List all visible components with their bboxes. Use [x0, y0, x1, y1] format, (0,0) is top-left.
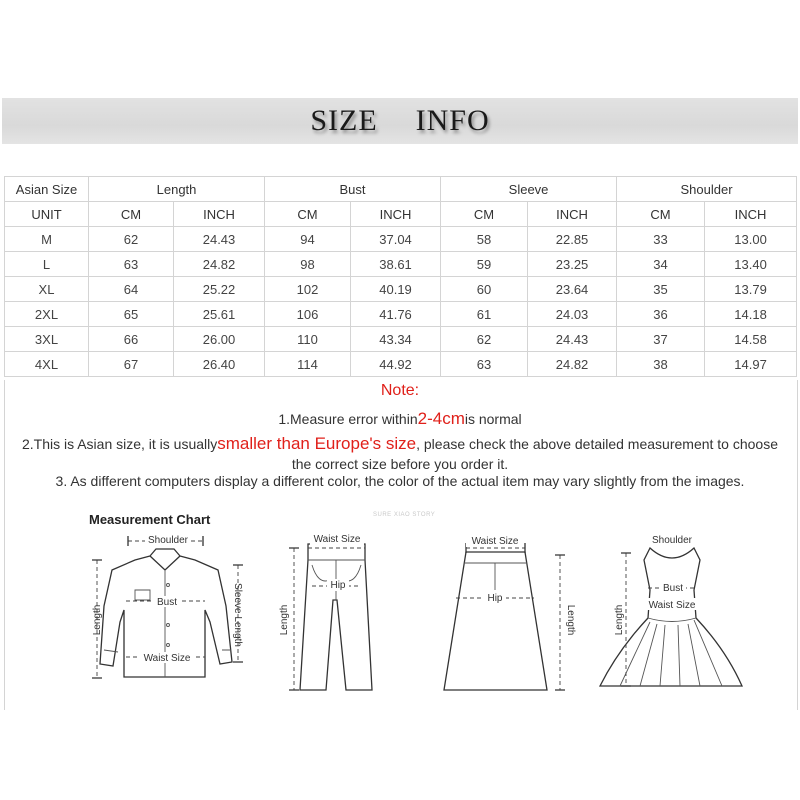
table-row: [5, 227, 797, 252]
dress-waist-label: Waist Size: [648, 600, 696, 611]
header-bust: Bust: [265, 177, 441, 202]
table-cell: 36: [617, 302, 705, 327]
table-row: [5, 327, 797, 352]
size-label-cell: 2XL: [5, 302, 89, 327]
size-label-cell: 3XL: [5, 327, 89, 352]
unit-header-cell: INCH: [528, 202, 617, 227]
unit-header-cell: CM: [617, 202, 705, 227]
measurement-chart-title: Measurement Chart: [89, 512, 211, 527]
table-cell: 38: [617, 352, 705, 377]
unit-header-cell: CM: [265, 202, 351, 227]
shirt-waist-label: Waist Size: [143, 653, 191, 664]
table-cell: 102: [265, 277, 351, 302]
table-cell: 24.82: [174, 252, 265, 277]
table-cell: 37.04: [351, 227, 441, 252]
note-line-1-text: 1.Measure error within: [278, 411, 418, 427]
pants-hip-label: Hip: [330, 580, 346, 591]
note-line-1-highlight: 2-4cm: [417, 409, 465, 428]
table-cell: 25.61: [174, 302, 265, 327]
note-line-2-highlight: smaller than Europe's size: [217, 434, 417, 453]
table-cell: 24.43: [528, 327, 617, 352]
unit-header-cell: CM: [89, 202, 174, 227]
table-cell: 60: [441, 277, 528, 302]
table-row: [5, 277, 797, 302]
title-word-info: INFO: [415, 104, 490, 137]
unit-header-cell: INCH: [351, 202, 441, 227]
table-row: [5, 252, 797, 277]
table-cell: 43.34: [351, 327, 441, 352]
unit-header-cell: CM: [441, 202, 528, 227]
table-cell: 24.43: [174, 227, 265, 252]
table-cell: 35: [617, 277, 705, 302]
table-cell: 66: [89, 327, 174, 352]
shirt-figure: [92, 533, 243, 678]
table-cell: 37: [617, 327, 705, 352]
table-cell: 41.76: [351, 302, 441, 327]
table-cell: 58: [441, 227, 528, 252]
note-line-2-text: 2.This is Asian size, it is usually: [21, 436, 218, 452]
unit-header-cell: INCH: [174, 202, 265, 227]
table-cell: 23.64: [528, 277, 617, 302]
pants-figure: [279, 533, 372, 690]
table-cell: 26.40: [174, 352, 265, 377]
table-cell: 98: [265, 252, 351, 277]
header-asian-size: Asian Size: [5, 177, 89, 202]
unit-header-cell: INCH: [705, 202, 797, 227]
dress-figure: [600, 533, 742, 686]
note-line-3: 3. As different computers display a different color, the color of the actual item may vary slightly from the images.: [55, 473, 745, 489]
table-cell: 94: [265, 227, 351, 252]
table-cell: 62: [89, 227, 174, 252]
table-cell: 65: [89, 302, 174, 327]
table-cell: 59: [441, 252, 528, 277]
note-line-2: [14, 434, 786, 474]
size-label-cell: XL: [5, 277, 89, 302]
table-cell: 24.82: [528, 352, 617, 377]
header-length: Length: [89, 177, 265, 202]
table-unit-row: [5, 202, 797, 227]
table-cell: 22.85: [528, 227, 617, 252]
table-cell: 63: [441, 352, 528, 377]
table-cell: 13.40: [705, 252, 797, 277]
table-cell: 34: [617, 252, 705, 277]
table-cell: 14.58: [705, 327, 797, 352]
size-table: [4, 176, 797, 377]
size-label-cell: 4XL: [5, 352, 89, 377]
dress-length-label: Length: [614, 604, 625, 636]
page-title: [0, 104, 800, 138]
table-row: [5, 352, 797, 377]
header-shoulder: Shoulder: [617, 177, 797, 202]
table-cell: 24.03: [528, 302, 617, 327]
table-cell: 44.92: [351, 352, 441, 377]
table-cell: 114: [265, 352, 351, 377]
table-cell: 14.97: [705, 352, 797, 377]
shirt-shoulder-label: Shoulder: [147, 535, 189, 546]
table-row: [5, 302, 797, 327]
size-label-cell: M: [5, 227, 89, 252]
table-cell: 13.79: [705, 277, 797, 302]
note-line-1-end: is normal: [464, 411, 522, 427]
skirt-length-label: Length: [565, 604, 576, 636]
pants-waist-label: Waist Size: [313, 534, 361, 545]
size-label-cell: L: [5, 252, 89, 277]
note-line-1: [6, 409, 794, 429]
title-word-size: SIZE: [310, 104, 378, 137]
table-cell: 64: [89, 277, 174, 302]
unit-header-cell: UNIT: [5, 202, 89, 227]
measurement-chart-figures: [0, 520, 800, 710]
table-cell: 23.25: [528, 252, 617, 277]
shirt-sleeve-label: Sleeve Length: [232, 583, 243, 647]
table-cell: 110: [265, 327, 351, 352]
table-cell: 61: [441, 302, 528, 327]
dress-shoulder-label: Shoulder: [651, 535, 693, 546]
table-cell: 40.19: [351, 277, 441, 302]
table-cell: 26.00: [174, 327, 265, 352]
table-cell: 38.61: [351, 252, 441, 277]
pants-length-label: Length: [279, 604, 290, 636]
table-cell: 67: [89, 352, 174, 377]
note-line-2-end: , please check the above detailed measurement to choose the correct size before you order it.: [291, 436, 779, 472]
shirt-length-label: Length: [92, 604, 103, 636]
dress-bust-label: Bust: [662, 583, 684, 594]
header-sleeve: Sleeve: [441, 177, 617, 202]
skirt-hip-label: Hip: [487, 593, 503, 604]
table-cell: 62: [441, 327, 528, 352]
table-cell: 33: [617, 227, 705, 252]
table-group-header-row: [5, 177, 797, 202]
table-cell: 25.22: [174, 277, 265, 302]
table-cell: 106: [265, 302, 351, 327]
watermark-text: SURE XIAO STORY: [373, 512, 436, 518]
skirt-waist-label: Waist Size: [471, 536, 519, 547]
shirt-bust-label: Bust: [156, 597, 178, 608]
skirt-figure: [444, 535, 576, 690]
table-cell: 13.00: [705, 227, 797, 252]
table-cell: 63: [89, 252, 174, 277]
note-title: Note:: [380, 382, 420, 399]
table-cell: 14.18: [705, 302, 797, 327]
